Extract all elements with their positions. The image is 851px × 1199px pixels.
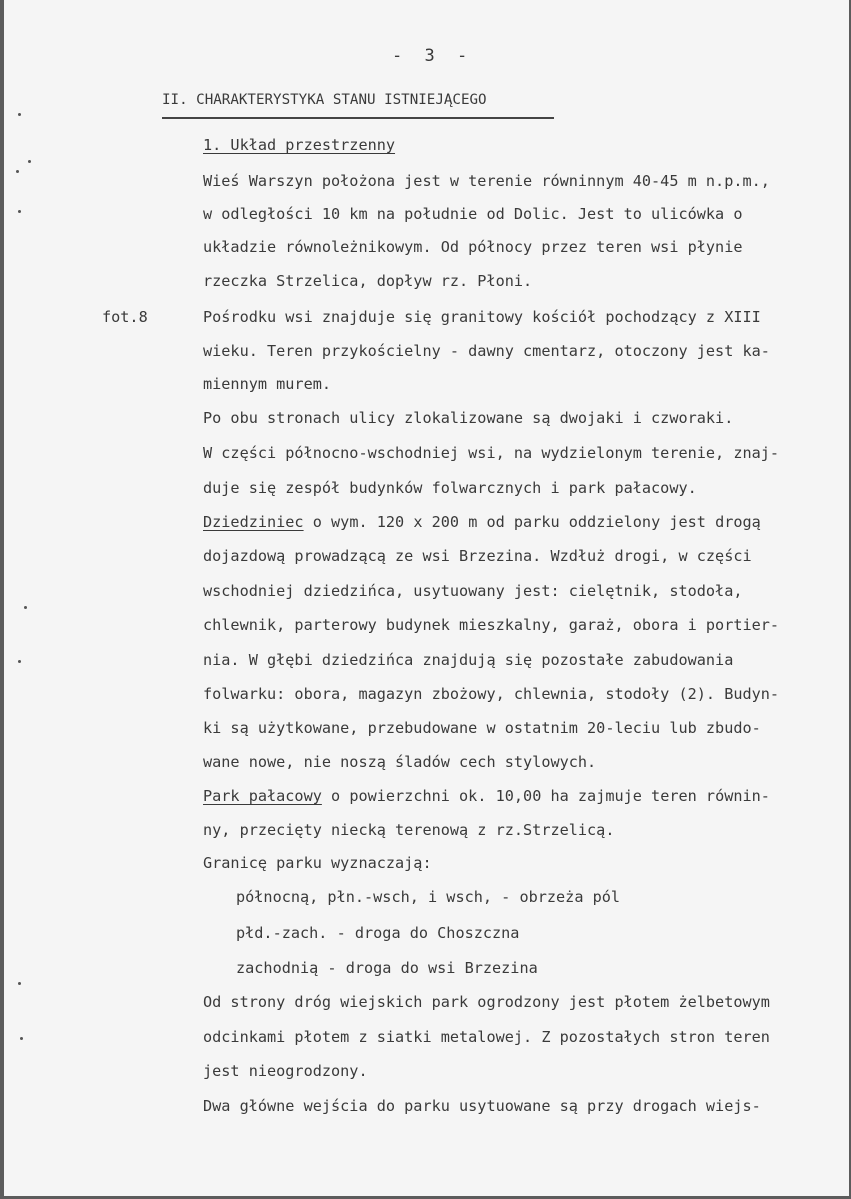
text-line: duje się zespół budynków folwarcznych i park pałacowy. [203,479,697,497]
text-line: Pośrodku wsi znajduje się granitowy kościół pochodzący z XIII [203,308,761,326]
text-line: zachodnią - droga do wsi Brzezina [236,959,538,977]
underlined-term: Dziedziniec [203,513,304,531]
punch-mark [16,170,19,173]
text-line: nia. W głębi dziedzińca znajdują się pozostałe zabudowania [203,651,734,669]
text-line: W części północno-wschodniej wsi, na wydzielonym terenie, znaj- [203,444,780,462]
punch-mark [18,210,21,213]
punch-mark [28,160,31,163]
text-line: Wieś Warszyn położona jest w terenie równinnym 40-45 m n.p.m., [203,172,770,190]
section-heading: II. CHARAKTERYSTYKA STANU ISTNIEJĄCEGO [162,92,487,108]
text-line: dojazdową prowadzącą ze wsi Brzezina. Wzdłuż drogi, w części [203,547,752,565]
text-line: odcinkami płotem z siatki metalowej. Z pozostałych stron teren [203,1028,770,1046]
underlined-term: Park pałacowy [203,787,322,805]
text-line: Park pałacowy o powierzchni ok. 10,00 ha zajmuje teren równin- [203,787,770,805]
text-line: miennym murem. [203,375,332,393]
text-line: ki są użytkowane, przebudowane w ostatnim 20-leciu lub zbudo- [203,719,761,737]
punch-mark [20,1037,23,1040]
text-line: wieku. Teren przykościelny - dawny cmentarz, otoczony jest ka- [203,342,770,360]
text-line: Po obu stronach ulicy zlokalizowane są dwojaki i czworaki. [203,409,734,427]
text-line: chlewnik, parterowy budynek mieszkalny, garaż, obora i portier- [203,616,780,634]
document-page [4,0,849,1196]
text-line: wschodniej dziedzińca, usytuowany jest: cielętnik, stodoła, [203,582,743,600]
text-line: w odległości 10 km na południe od Dolic. Jest to ulicówka o [203,205,743,223]
page-number: - 3 - [392,46,474,66]
margin-note: fot.8 [102,308,148,326]
text-line: jest nieogrodzony. [203,1062,368,1080]
text-line: płd.-zach. - droga do Choszczna [236,924,520,942]
text-line: rzeczka Strzelica, dopływ rz. Płoni. [203,272,533,290]
text-line: północną, płn.-wsch, i wsch, - obrzeża pól [236,888,621,906]
text-line: folwarku: obora, magazyn zbożowy, chlewnia, stodoły (2). Budyn- [203,685,780,703]
text-line: ny, przecięty niecką terenową z rz.Strzelicą. [203,821,615,839]
text-line: Dwa główne wejścia do parku usytuowane są przy drogach wiejs- [203,1097,761,1115]
heading-underline [162,117,554,119]
subsection-heading: 1. Układ przestrzenny [203,136,396,154]
text-line: Od strony dróg wiejskich park ogrodzony jest płotem żelbetowym [203,993,770,1011]
text-line: Dziedziniec o wym. 120 x 200 m od parku oddzielony jest drogą [203,513,761,531]
punch-mark [18,982,21,985]
text-line: Granicę parku wyznaczają: [203,854,432,872]
text-line: układzie równoleżnikowym. Od północy przez teren wsi płynie [203,238,743,256]
punch-mark [18,113,21,116]
punch-mark [18,660,21,663]
punch-mark [24,606,27,609]
text-line: wane nowe, nie noszą śladów cech stylowych. [203,753,597,771]
